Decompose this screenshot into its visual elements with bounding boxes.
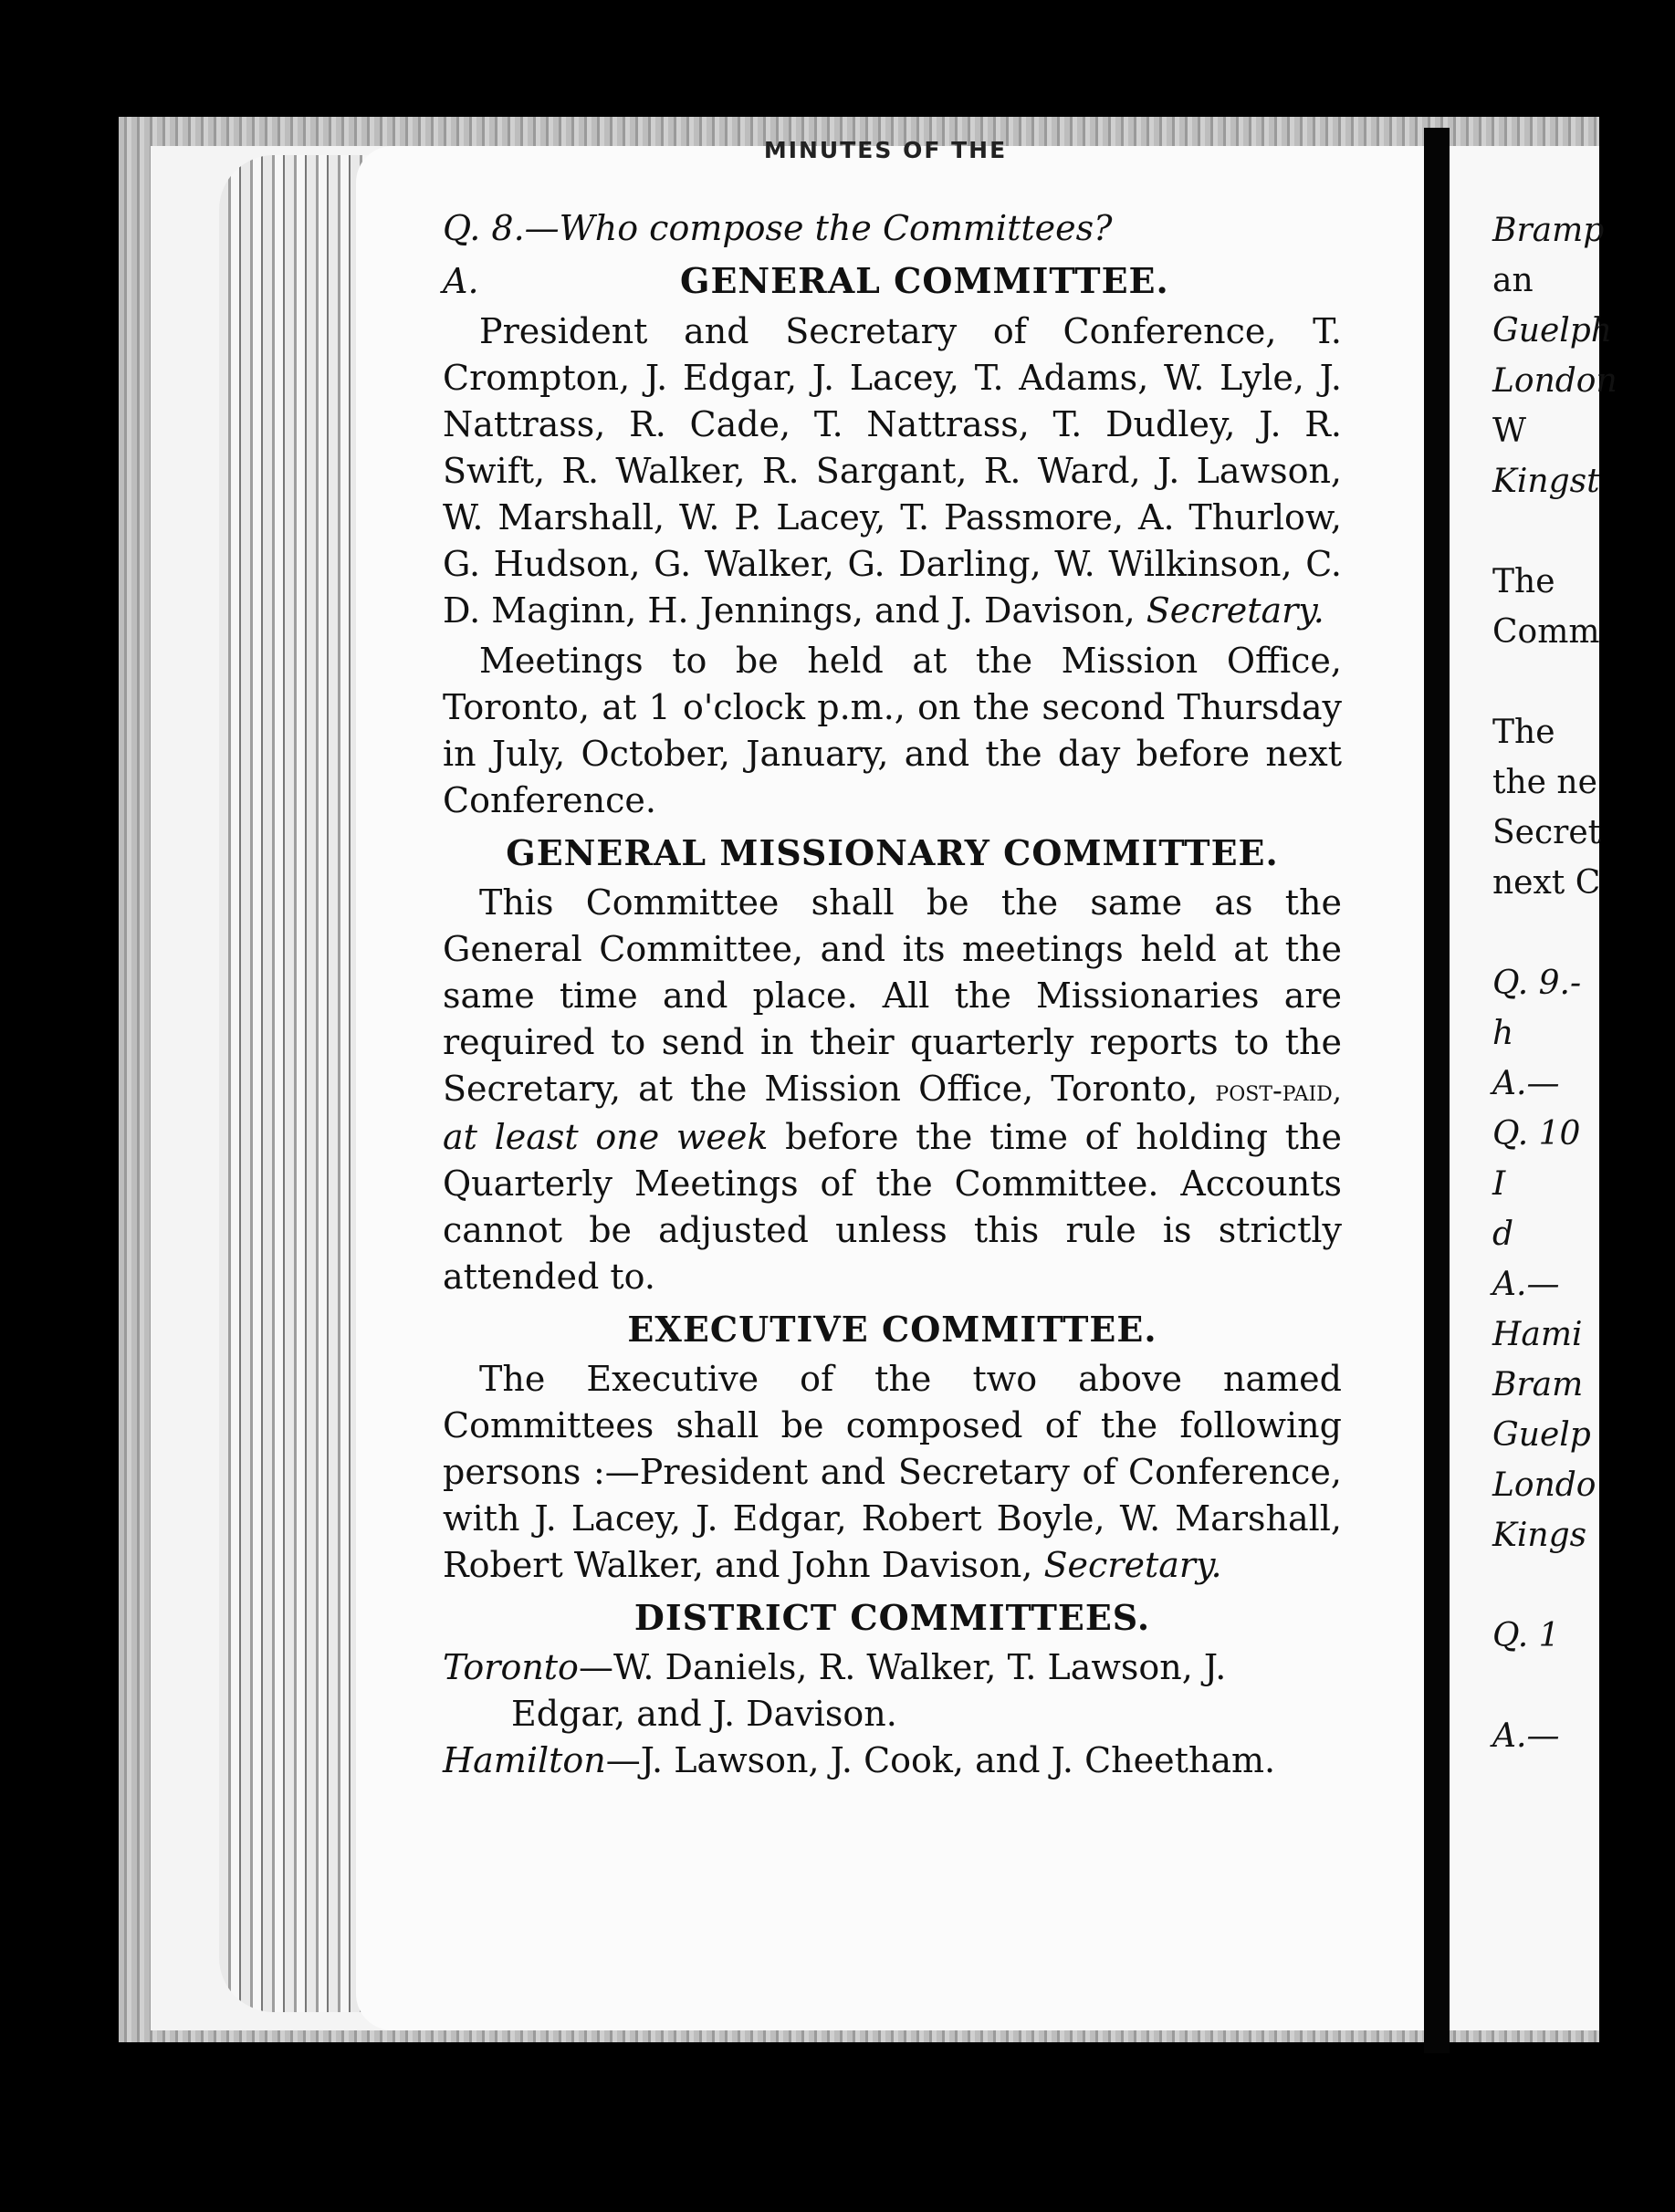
missionary-text-2: before the time of holding the Quarterly Meetings of the Committee. Accounts cannot be adjusted unless this rule is strictly attended to.	[443, 1117, 1342, 1297]
right-page-line: I	[1492, 1165, 1506, 1203]
right-page-line: Q. 9.-	[1492, 965, 1582, 1002]
general-committee-members-text: President and Secretary of Conference, T. Crompton, J. Edgar, J. Lacey, T. Adams, W. Lyle, J. Nattrass, R. Cade, T. Nattrass, T. Dudley, J. R. Swift, R. Walker, R. Sargant, R. Ward, J. Lawson, W. Marshall, W. P. Lacey, T. Passmore, A. Thurlow, G. Hudson, G. Walker, G. Darling, W. Wilkinson, C. D. Maginn, H. Jennings, and J. Davison,	[443, 311, 1342, 631]
executive-committee-text	[443, 1356, 1342, 1589]
toronto-members: —W. Daniels, R. Walker, T. Lawson, J. Edgar, and J. Davison.	[511, 1647, 1227, 1734]
page-edges	[219, 155, 374, 2012]
right-page-line	[1492, 506, 1675, 557]
right-page-line: Hami	[1492, 1316, 1583, 1353]
toronto-label: Toronto	[443, 1647, 579, 1687]
right-page-line: The	[1492, 563, 1555, 600]
missionary-committee-text	[443, 880, 1342, 1300]
right-page-line: A.—	[1492, 1717, 1560, 1755]
right-page-line: A.—	[1492, 1065, 1560, 1102]
post-paid: post-paid,	[1215, 1073, 1342, 1108]
missionary-committee-heading: GENERAL MISSIONARY COMMITTEE.	[506, 832, 1279, 873]
general-committee-members	[443, 308, 1342, 634]
right-page-line: Guelp	[1492, 1416, 1591, 1454]
right-page-line: London	[1492, 362, 1617, 400]
question-8: Q. 8.—Who compose the Committees?	[443, 208, 1113, 248]
right-page-text	[1492, 205, 1675, 1761]
right-page-line: Kingst	[1492, 463, 1600, 500]
answer-label: A.	[443, 261, 479, 301]
right-page-line: Guelph	[1492, 312, 1612, 350]
right-page-line	[1492, 1661, 1675, 1711]
executive-secretary: Secretary.	[1043, 1545, 1222, 1585]
right-page-line: an	[1492, 262, 1534, 299]
general-committee-secretary: Secretary.	[1146, 590, 1324, 631]
right-page-line: The	[1492, 714, 1555, 751]
general-committee-meetings: Meetings to be held at the Mission Office, Toronto, at 1 o'clock p.m., on the second Thursday in July, October, January, and the day before next Conference.	[443, 641, 1342, 820]
hamilton-members: —J. Lawson, J. Cook, and J. Cheetham.	[605, 1740, 1276, 1780]
right-page-line: Bram	[1492, 1366, 1584, 1403]
general-committee-heading: GENERAL COMMITTEE.	[680, 260, 1169, 301]
right-page-line: the ne	[1492, 764, 1597, 801]
district-hamilton	[443, 1737, 1342, 1784]
answer-heading-row	[443, 257, 1342, 305]
right-page-line	[1492, 1560, 1675, 1611]
district-toronto	[443, 1644, 1342, 1737]
district-committees-heading: DISTRICT COMMITTEES.	[633, 1597, 1151, 1638]
missionary-emphasis: at least one week	[443, 1117, 769, 1157]
right-page-line: Comm	[1492, 613, 1600, 651]
right-page-line: Bramp	[1492, 212, 1605, 249]
right-page-line: d	[1492, 1216, 1514, 1253]
right-page-line	[1492, 657, 1675, 707]
book-gutter	[1424, 128, 1450, 2053]
right-page-line	[1492, 908, 1675, 958]
running-head: MINUTES OF THE	[763, 137, 1008, 163]
right-page-line: h	[1492, 1015, 1514, 1052]
right-page-line: Q. 1	[1492, 1617, 1560, 1654]
page-text	[443, 205, 1342, 1784]
right-page-line: next C	[1492, 864, 1601, 902]
executive-committee-heading: EXECUTIVE COMMITTEE.	[627, 1309, 1157, 1350]
right-page-line: Kings	[1492, 1517, 1587, 1554]
hamilton-label: Hamilton	[443, 1740, 606, 1780]
right-page-line: Londo	[1492, 1466, 1596, 1504]
right-page-line: W	[1492, 412, 1527, 450]
executive-text: The Executive of the two above named Committees shall be composed of the following persons :—President and Secretary of Conference, with J. Lacey, J. Edgar, Robert Boyle, W. Marshall, Robert Walker, and John Davison,	[443, 1359, 1342, 1585]
missionary-text-1: This Committee shall be the same as the General Committee, and its meetings held at the same time and place. All the Missionaries are required to send in their quarterly reports to the Secretary, at the Mission Office, Toronto,	[443, 882, 1342, 1109]
right-page-line: Secret	[1492, 814, 1602, 851]
right-page-line: A.—	[1492, 1266, 1560, 1303]
right-page-line: Q. 10	[1492, 1115, 1581, 1153]
